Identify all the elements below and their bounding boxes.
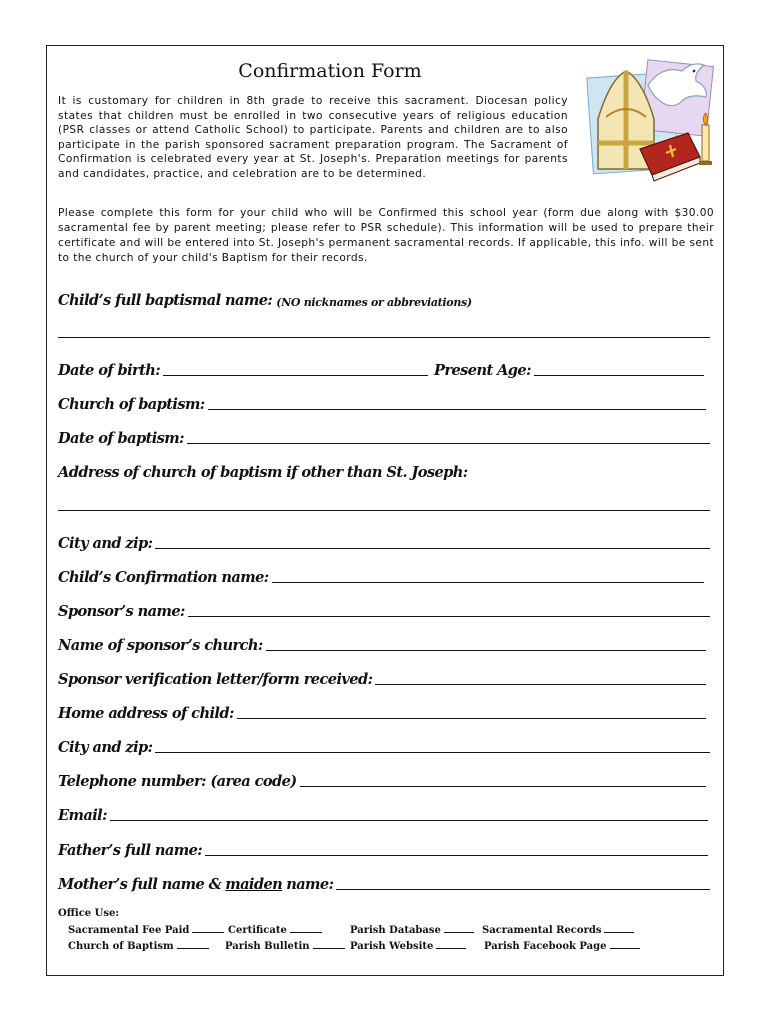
date-of-birth-field[interactable] xyxy=(163,375,428,376)
sponsor-verification-row: Sponsor verification letter/form received: xyxy=(58,666,706,688)
mother-name-field[interactable] xyxy=(336,889,710,890)
sponsor-name-row: Sponsor’s name: xyxy=(58,598,710,620)
office-use-title: Office Use: xyxy=(58,908,120,919)
father-name-row: Father’s full name: xyxy=(58,837,708,859)
baptismal-name-field[interactable] xyxy=(58,337,710,338)
telephone-field[interactable] xyxy=(300,786,706,787)
church-of-baptism-field[interactable] xyxy=(208,409,706,410)
instructions-paragraph: Please complete this form for your child who will be Confirmed this school year (form due along with $30.00 sacramental fee by parent meeting; please refer to PSR schedule). This information will be used to prepare their certificate and will be entered into St. Joseph's permanent sacramental records. If applicable, this info. will be sent to the church of your child's Baptism for their records. xyxy=(58,207,714,264)
mother-name-row: Mother’s full name & maiden name: xyxy=(58,871,710,893)
sponsor-church-field[interactable] xyxy=(266,650,706,651)
date-of-baptism-row: Date of baptism: xyxy=(58,425,710,447)
office-item-parish-bulletin[interactable]: Parish Bulletin xyxy=(225,941,345,952)
office-item-parish-website[interactable]: Parish Website xyxy=(350,941,466,952)
office-item-parish-database[interactable]: Parish Database xyxy=(350,925,474,936)
address-church-label: Address of church of baptism if other than St. Joseph: xyxy=(58,464,468,481)
office-item-parish-facebook[interactable]: Parish Facebook Page xyxy=(484,941,640,952)
city-zip-row-1: City and zip: xyxy=(58,530,710,552)
form-title: Confirmation Form xyxy=(238,60,422,82)
home-address-row: Home address of child: xyxy=(58,700,706,722)
date-of-birth-row: Date of birth: xyxy=(58,357,428,379)
sponsor-name-field[interactable] xyxy=(188,616,710,617)
baptismal-name-note: (NO nicknames or abbreviations) xyxy=(276,296,472,309)
city-zip-row-2: City and zip: xyxy=(58,734,710,756)
office-item-church-of-baptism[interactable]: Church of Baptism xyxy=(68,941,209,952)
sponsor-verification-field[interactable] xyxy=(375,684,706,685)
confirmation-name-row: Child’s Confirmation name: xyxy=(58,564,704,586)
city-zip-field-1[interactable] xyxy=(155,548,710,549)
confirmation-name-field[interactable] xyxy=(272,582,704,583)
office-item-sacramental-records[interactable]: Sacramental Records xyxy=(482,925,634,936)
intro-paragraph: It is customary for children in 8th grade to receive this sacrament. Diocesan policy states that children must be enrolled in two consecutive years of religious education (PSR classes or attend Catholic School) to participate. Parents and children are to also participate in the parish sponsored sacrament preparation program. The Sacrament of Confirmation is celebrated every year at St. Joseph's. Preparation meetings for parents and candidates, practice, and celebration are to be determined. xyxy=(58,95,568,180)
home-address-field[interactable] xyxy=(237,718,706,719)
address-church-field[interactable] xyxy=(58,510,710,511)
father-name-field[interactable] xyxy=(205,855,708,856)
city-zip-field-2[interactable] xyxy=(155,752,710,753)
baptismal-name-label: Child’s full baptismal name: (NO nicknames or abbreviations) xyxy=(58,292,472,309)
present-age-row: Present Age: xyxy=(434,357,704,379)
telephone-row: Telephone number: (area code) xyxy=(58,768,706,790)
confirmation-clipart-icon xyxy=(584,57,716,185)
office-item-fee-paid[interactable]: Sacramental Fee Paid xyxy=(68,925,224,936)
date-of-baptism-field[interactable] xyxy=(187,443,710,444)
office-item-certificate[interactable]: Certificate xyxy=(228,925,322,936)
email-row: Email: xyxy=(58,802,708,824)
church-of-baptism-row: Church of baptism: xyxy=(58,391,706,413)
email-field[interactable] xyxy=(110,820,708,821)
sponsor-church-row: Name of sponsor’s church: xyxy=(58,632,706,654)
present-age-field[interactable] xyxy=(534,375,704,376)
